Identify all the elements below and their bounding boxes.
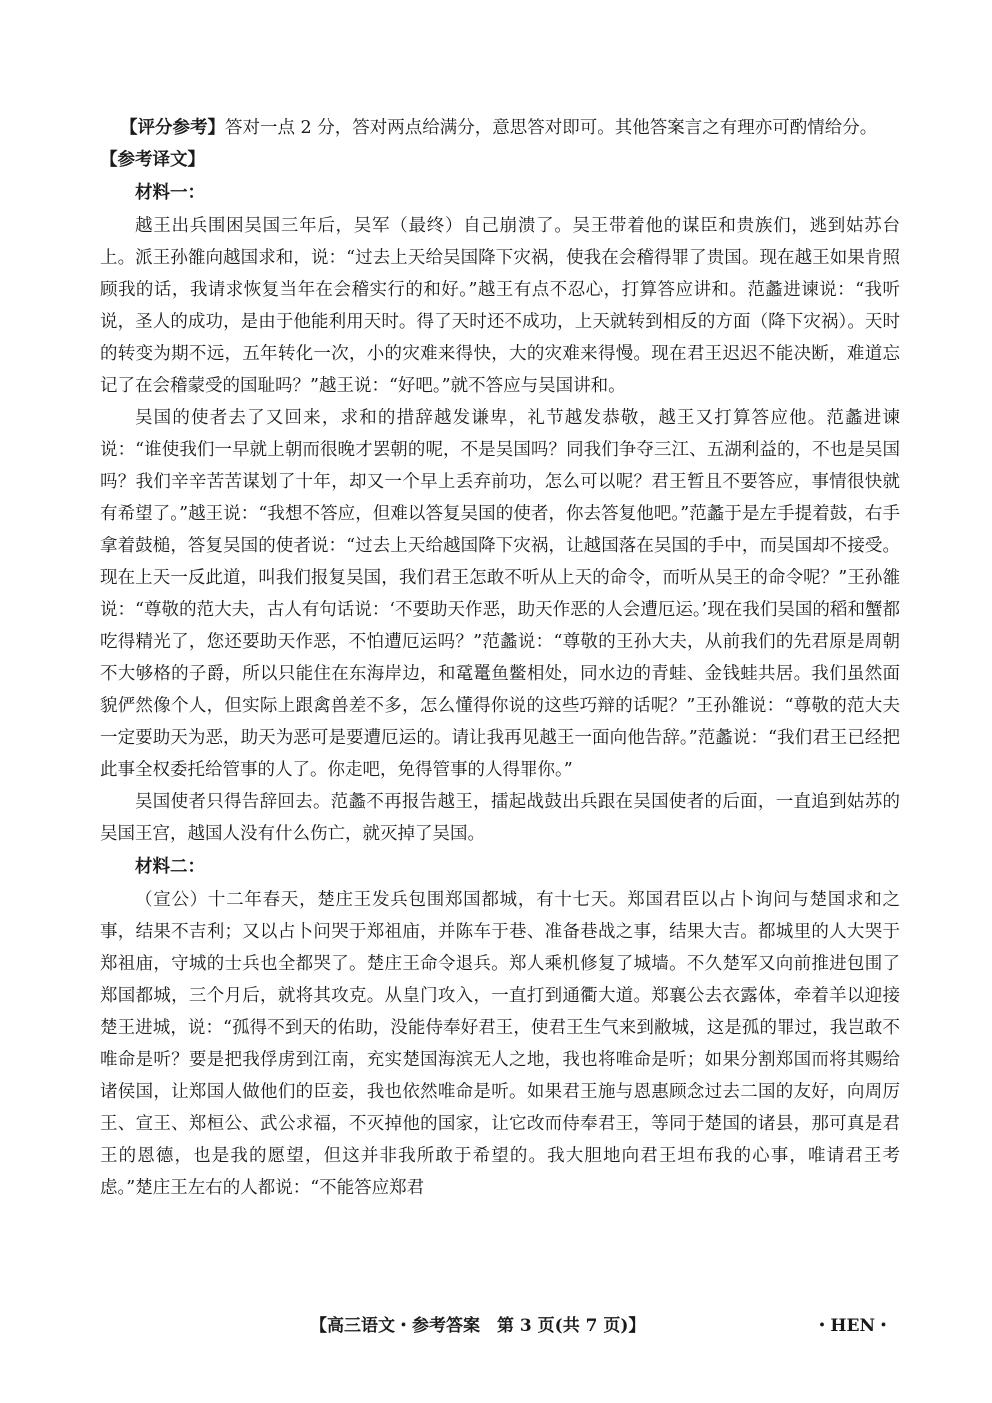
- material-one-heading: 材料一：: [135, 183, 205, 203]
- scoring-note-text: 答对一点 2 分，答对两点给满分，意思答对即可。其他答案言之有理亦可酌情给分。: [225, 118, 878, 138]
- material-one-paragraph-3: 吴国使者只得告辞回去。范蠡不再报告越王，擂起战鼓出兵跟在吴国使者的后面，一直追到姑苏的吴国王宫，越国人没有什么伤亡，就灭掉了吴国。: [100, 792, 900, 844]
- page-footer: [0, 1311, 992, 1341]
- scoring-note: [100, 112, 900, 144]
- material-one-paragraph-1: 越王出兵围困吴国三年后，吴军（最终）自己崩溃了。吴王带着他的谋臣和贵族们，逃到姑苏台上。派王孙雒向越国求和，说：“过去上天给吴国降下灾祸，使我在会稽得罪了贵国。现在越王如果肯照顾我的话，我请求恢复当年在会稽实行的和好。”越王有点不忍心，打算答应讲和。范蠡进谏说：“我听说，圣人的成功，是由于他能利用天时。得了天时还不成功，上天就转到相反的方面（降下灾祸）。天时的转变为期不远，五年转化一次，小的灾难来得快，大的灾难来得慢。现在君王迟迟不能决断，难道忘记了在会稽蒙受的国耻吗？”越王说：“好吧。”就不答应与吴国讲和。: [100, 216, 900, 396]
- footer-page-info: 【高三语文・参考答案 第 3 页(共 7 页)】: [310, 1316, 646, 1336]
- scoring-note-label: 【评分参考】: [120, 118, 225, 138]
- footer-region-code: ・HEN・: [813, 1316, 892, 1336]
- material-two-paragraph-1: （宣公）十二年春天，楚庄王发兵包围郑国都城，有十七天。郑国君臣以占卜询问与楚国求和之事，结果不吉利；又以占卜问哭于郑祖庙，并陈车于巷、准备巷战之事，结果大吉。都城里的人大哭于郑祖庙，守城的士兵也全都哭了。楚庄王命令退兵。郑人乘机修复了城墙。不久楚军又向前推进包围了郑国都城，三个月后，就将其攻克。从皇门攻入，一直打到通衢大道。郑襄公去衣露体，牵着羊以迎接楚王进城，说：“孤得不到天的佑助，没能侍奉好君王，使君王生气来到敝城，这是孤的罪过，我岂敢不唯命是听？要是把我俘虏到江南，充实楚国海滨无人之地，我也将唯命是听；如果分割郑国而将其赐给诸侯国，让郑国人做他们的臣妾，我也依然唯命是听。如果君王施与恩惠顾念过去二国的友好，向周厉王、宣王、郑桓公、武公求福，不灭掉他的国家，让它改而侍奉君王，等同于楚国的诸县，那可真是君王的恩德，也是我的愿望，但这并非我所敢于希望的。我大胆地向君王坦布我的心事，唯请君王考虑。”楚庄王左右的人都说：“不能答应郑君: [100, 890, 900, 1198]
- material-two-heading: 材料二：: [135, 857, 205, 877]
- page-content: [100, 112, 900, 1204]
- material-one-paragraph-2: 吴国的使者去了又回来，求和的措辞越发谦卑，礼节越发恭敬，越王又打算答应他。范蠡进谏说：“谁使我们一早就上朝而很晚才罢朝的呢，不是吴国吗？同我们争夺三江、五湖利益的，不也是吴国吗？我们辛辛苦苦谋划了十年，却又一个早上丢弃前功，怎么可以呢？君王暂且不要答应，事情很快就有希望了。”越王说：“我想不答应，但难以答复吴国的使者，你去答复他吧。”范蠡于是左手提着鼓，右手拿着鼓槌，答复吴国的使者说：“过去上天给越国降下灾祸，让越国落在吴国的手中，而吴国却不接受。现在上天一反此道，叫我们报复吴国，我们君王怎敢不听从上天的命令，而听从吴王的命令呢？”王孙雒说：“尊敬的范大夫，古人有句话说：‘不要助天作恶，助天作恶的人会遭厄运。’现在我们吴国的稻和蟹都吃得精光了，您还要助天作恶，不怕遭厄运吗？”范蠡说：“尊敬的王孙大夫，从前我们的先君原是周朝不大够格的子爵，所以只能住在东海岸边，和鼋鼍鱼鳖相处，同水边的青蛙、金钱蛙共居。我们虽然面貌俨然像个人，但实际上跟禽兽差不多，怎么懂得你说的这些巧辩的话呢？”王孙雒说：“尊敬的范大夫一定要助天为恶，助天为恶可是要遭厄运的。请让我再见越王一面向他告辞。”范蠡说：“我们君王已经把此事全权委托给管事的人了。你走吧，免得管事的人得罪你。”: [100, 408, 900, 780]
- translation-heading: 【参考译文】: [100, 150, 205, 170]
